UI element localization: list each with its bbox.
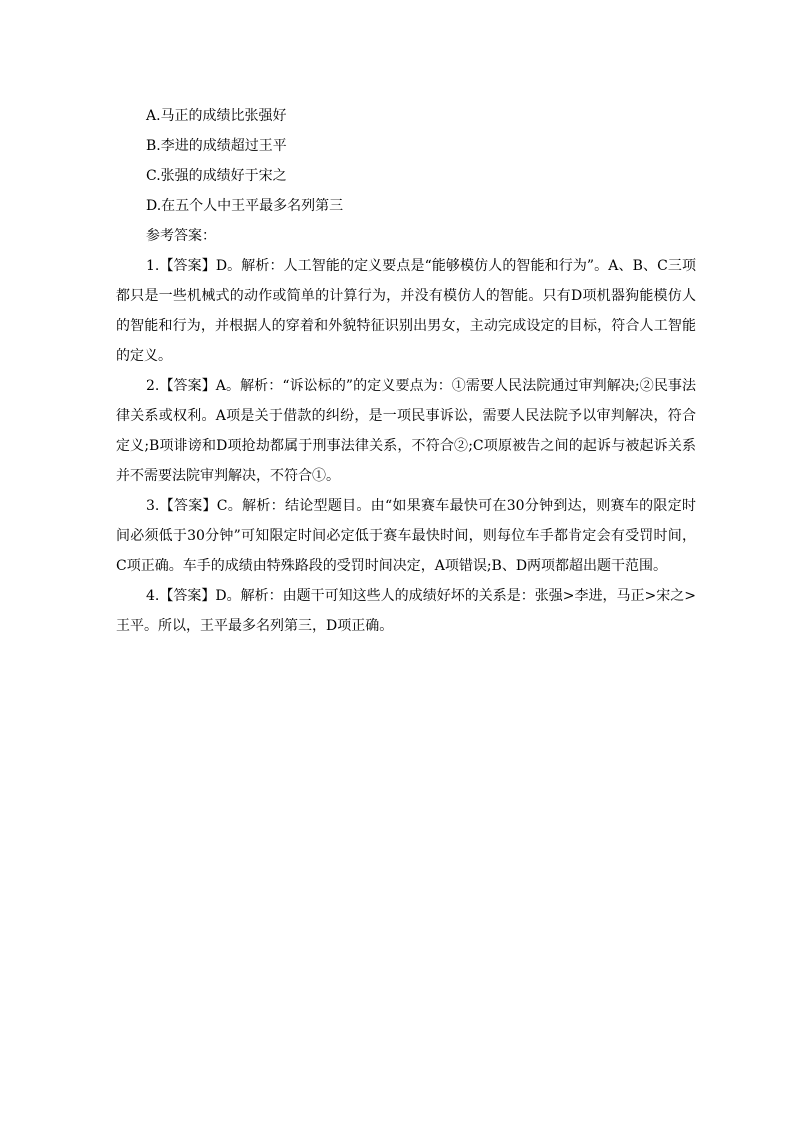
- option-d: D.在五个人中王平最多名列第三: [146, 198, 344, 214]
- answer-4: 4.【答案】D。解析：由题干可知这些人的成绩好坏的关系是：张强>李进，马正>宋之>王平。所以，王平最多名列第三，D项正确。: [116, 588, 696, 634]
- answer-3: 3.【答案】C。解析：结论型题目。由“如果赛车最快可在30分钟到达，则赛车的限定时间必须低于30分钟”可知限定时间必定低于赛车最快时间，则每位车手都肯定会有受罚时间，C项正确。车手的成绩由特殊路段的受罚时间决定，A项错误;B、D两项都超出题干范围。: [116, 498, 696, 574]
- option-c: C.张强的成绩好于宋之: [146, 168, 287, 184]
- answer-1: 1.【答案】D。解析：人工智能的定义要点是“能够模仿人的智能和行为”。A、B、C三项都只是一些机械式的动作或简单的计算行为，并没有模仿人的智能。只有D项机器狗能模仿人的智能和行为，并根据人的穿着和外貌特征识别出男女，主动完成设定的目标，符合人工智能的定义。: [116, 258, 696, 364]
- option-a: A.马正的成绩比张强好: [146, 108, 287, 124]
- option-b: B.李进的成绩超过王平: [146, 138, 287, 154]
- answer-2: 2.【答案】A。解析：“诉讼标的”的定义要点为：①需要人民法院通过审判解决;②民事法律关系或权利。A项是关于借款的纠纷，是一项民事诉讼，需要人民法院予以审判解决，符合定义;B项诽谤和D项抢劫都属于刑事法律关系，不符合②;C项原被告之间的起诉与被起诉关系并不需要法院审判解决，不符合①。: [116, 378, 696, 484]
- document-body: [116, 101, 696, 641]
- answers-heading: 参考答案：: [146, 228, 216, 244]
